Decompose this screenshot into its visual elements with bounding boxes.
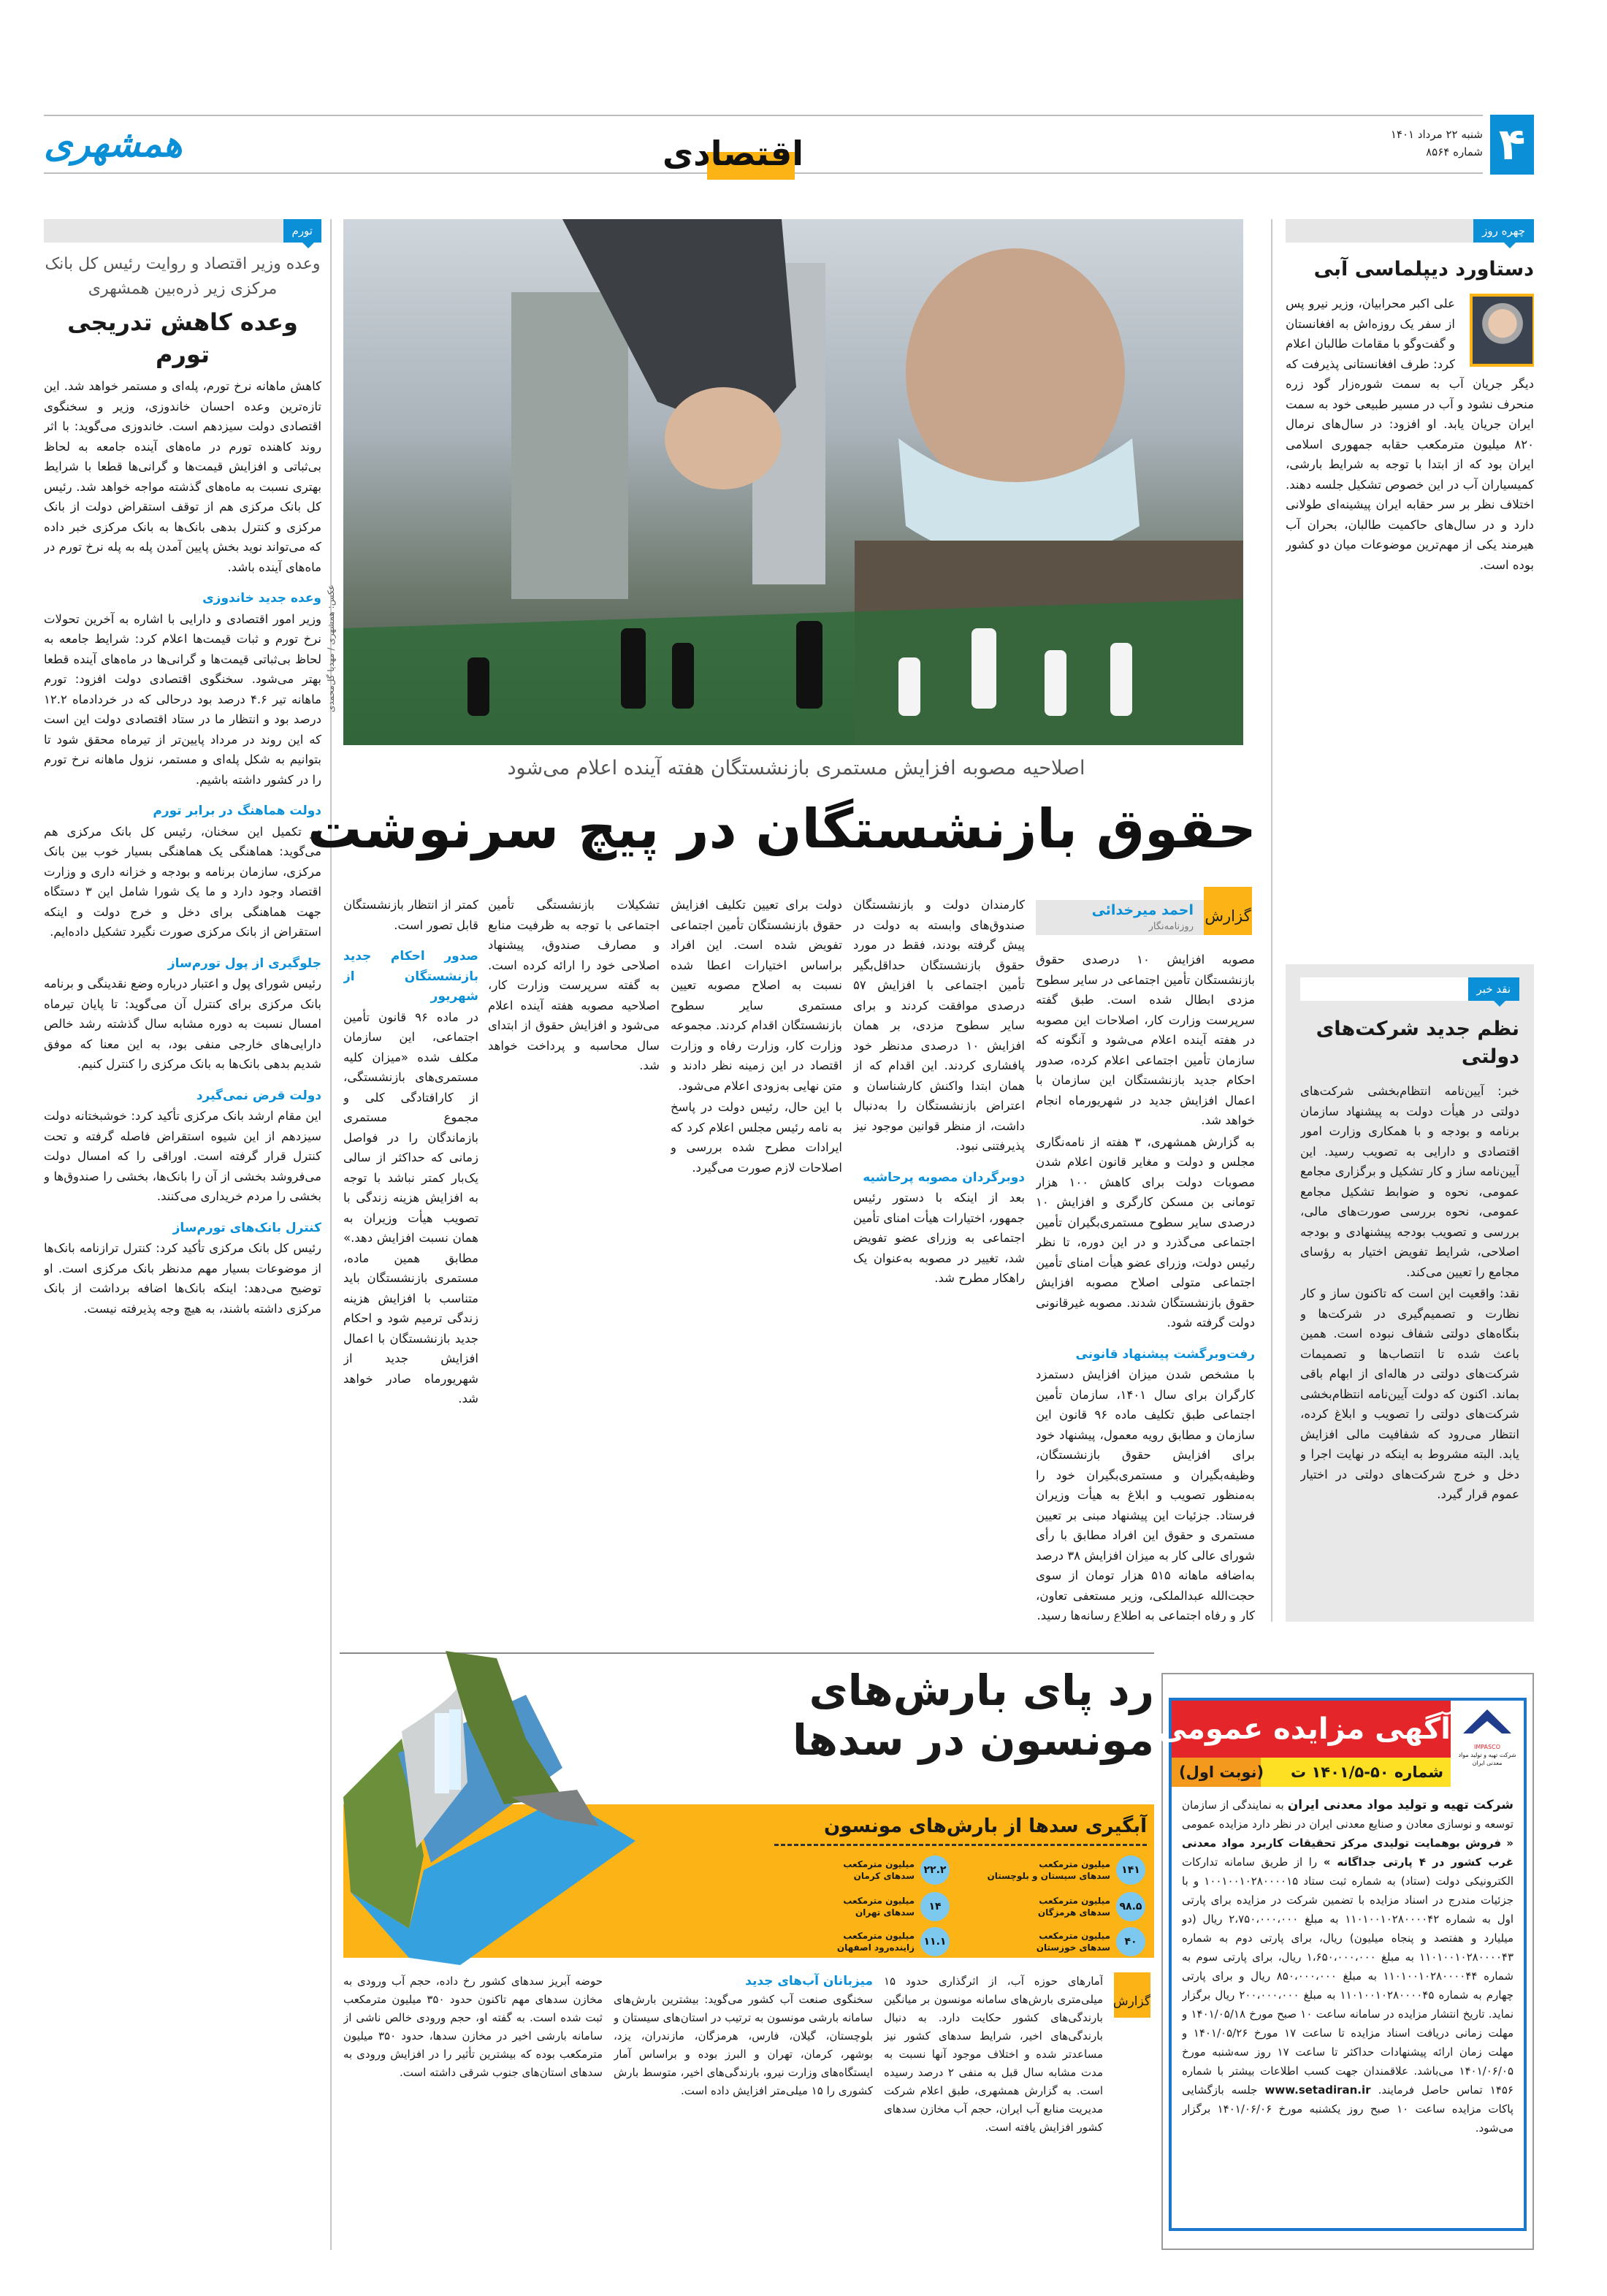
stat-value: ۲۲.۲	[920, 1856, 950, 1885]
left-article	[44, 252, 321, 2254]
portrait-photo	[1470, 294, 1534, 367]
paragraph: کاهش ماهانه نرخ تورم، پله‌ای و مستمر خواهد شد. این تازه‌ترین وعده احسان خاندوزی، وزیر و سخنگوی اقتصادی دولت سیزدهم است. خاندوزی می‌گوید: با اثر روند کاهنده تورم در ماه‌های آینده جامعه به لحاظ بی‌ثباتی و افزایش قیمت‌ها و گرانی‌ها قطعا با شرایط بهتری نسبت به ماه‌های گذشته مواجه خواهد شد. رئیس کل بانک مرکزی هم از توقف استقراض دولت از بانک مرکزی و کنترل بدهی بانک‌ها به بانک مرکزی خبر داده که می‌تواند نوید بخش پایین آمدن پله به پله نرخ تورم در ماه‌های آینده باشد.	[44, 379, 321, 574]
section-tag-critique: نقد خبر	[1468, 977, 1519, 1001]
infographic-title[interactable]: رد پای بارش‌های مونسون در سدها	[792, 1666, 1154, 1765]
main-column-2	[853, 895, 1025, 1622]
subheading: جلوگیری از پول تورم‌ساز	[167, 956, 321, 971]
ad-company: شرکت تهیه و تولید مواد معدنی ایران	[1287, 1798, 1514, 1812]
stat-value: ۴۰	[1116, 1927, 1145, 1956]
paragraph: با این حال، رئیس دولت در پاسخ به نامه رئیس مجلس اعلام کرد که ایرادات مطرح شده بررسی و اصلاحات لازم صورت می‌گیرد.	[671, 1100, 842, 1175]
stat-unit: میلیون مترمکعب	[843, 1896, 915, 1906]
stat-value: ۱۴۱	[1116, 1856, 1145, 1885]
subheading: کنترل بانک‌های تورم‌ساز	[172, 1220, 321, 1235]
main-photo[interactable]	[343, 219, 1243, 745]
ad-title: آگهی مزایده عمومی	[1172, 1701, 1451, 1758]
main-column-4	[488, 895, 660, 1622]
ad-website[interactable]: www.setadiran.ir	[1264, 2083, 1371, 2097]
issue-date: شنبه ۲۲ مرداد ۱۴۰۱	[1390, 128, 1483, 141]
section-tag-inflation: تورم	[283, 219, 321, 243]
critique-title[interactable]: نظم جدید شرکت‌های دولتی	[1316, 1018, 1519, 1068]
left-title[interactable]: وعده کاهش تدریجی تورم	[67, 308, 298, 368]
main-kicker: اصلاحیه مصوبه افزایش مستمری بازنشستگان هفته آینده اعلام می‌شود	[507, 757, 1085, 779]
byline-box	[1036, 900, 1252, 935]
author-name[interactable]: احمد میرخدائی	[1091, 902, 1194, 918]
issue-info	[1359, 126, 1483, 161]
right-tag-bar	[1286, 219, 1534, 243]
stat-value: ۱۴	[920, 1892, 950, 1921]
left-kicker: وعده وزیر اقتصاد و روایت رئیس کل بانک مرکزی زیر ذره‌بین همشهری	[45, 255, 321, 298]
paragraph: به گزارش همشهری، ۳ هفته از نامه‌نگاری مجلس و دولت و مغایر قانون اعلام شدن مصوبات دولت برای کاهش ۱۰۰ هزار تومانی بن مسکن کارگری و افزایش ۱۰ درصدی سایر سطوح مستمری‌بگیران تأمین اجتماعی می‌گذرد و در این دوره، تا نظر رئیس دولت، وزرای عضو هیأت امنای تأمین اجتماعی متولی اصلاح مصوبه افزایش حقوق بازنشستگان شدند. مصوبه غیرقانونی دولت گرفته شود.	[1036, 1134, 1255, 1330]
stat-tehran	[785, 1892, 950, 1921]
paragraph: کمتر از انتظار بازنشستگان قابل تصور است.	[343, 898, 478, 932]
ad-frame	[1157, 1698, 1527, 2231]
ad-number: شماره ۵۰-۱۴۰۱/۵ ت	[1291, 1763, 1443, 1781]
ad-text: جلسه بازگشایی پاکات مزایده ساعت ۱۰ صبح روز یکشنبه مورخ ۱۴۰۱/۰۶/۰۶ برگزار می‌شود.	[1182, 2083, 1514, 2135]
paragraph: این مقام ارشد بانک مرکزی تأکید کرد: خوشبختانه دولت سیزدهم از این شیوه استقراض فاصله گرفته و تحت کنترل قرار گرفته است. اوراقی را که امسال دولت می‌فروشد بخشی از آن را بانک‌ها، بخشی را صندوق‌ها و بخشی را مردم خریداری می‌کنند.	[44, 1109, 321, 1203]
paragraph: خبر: آیین‌نامه انتظام‌بخشی شرکت‌های دولتی در هیأت دولت به پیشنهاد سازمان برنامه و بودجه و با همکاری وزارت امور اقتصادی و دارایی به تصویب رسید. این آیین‌نامه ساز و کار تشکیل و برگزاری مجامع عمومی، نحوه و ضوابط تشکیل مجامع عمومی، نحوه بررسی صورت‌های مالی، بررسی و تصویب بودجه پیشنهادی و بودجه اصلاحی، شرایط تفویض اختیار به رؤسای مجامع را تعیین می‌کند.	[1300, 1084, 1519, 1279]
stat-unit: میلیون مترمکعب	[1039, 1931, 1110, 1941]
ad-text: را از طریق سامانه تدارکات الکترونیکی دولت (ستاد) به شماره ثبت ستاد ۱۰۰۱۰۰۱۰۲۸۰۰۰۰۱۵ و با جزئیات مندرج در اسناد مزایده با تضمین شرکت در مزایده برای پارتی اول به شماره ۱۱۰۱۰۰۱۰۲۸۰۰۰۰۴۲ به مبلغ ۲،۷۵۰،۰۰۰،۰۰۰ ریال (دو میلیارد و هفتصد و پنجاه میلیون) ریال، برای پارتی دوم به شماره ۱۱۰۱۰۰۱۰۲۸۰۰۰۰۴۳ به مبلغ ۱،۶۵۰،۰۰۰،۰۰۰ ریال، برای پارتی سوم به شماره ۱۱۰۱۰۰۱۰۲۸۰۰۰۰۴۴ به مبلغ ۸۵۰،۰۰۰،۰۰۰ ریال و برای پارتی چهارم به شماره ۱۱۰۱۰۰۱۰۲۸۰۰۰۰۴۵ به مبلغ ۲۰۰،۰۰۰،۰۰۰ ریال برگزار نماید. تاریخ انتشار مزایده در سامانه ساعت ۱۰ صبح مورخ ۱۴۰۱/۰۵/۱۸ و مهلت زمانی دریافت اسناد مزایده تا ساعت ۱۷ مورخ ۱۴۰۱/۰۵/۲۶ و مهلت زمان ارائه پیشنهادات حداکثر تا ساعت ۱۷ روز سه‌شنبه مورخ ۱۴۰۱/۰۶/۰۵ می‌باشد. علاقمندان جهت کسب اطلاعات بیشتر با شماره ۱۴۵۶ تماس حاصل فرمایند.	[1182, 1856, 1514, 2097]
stat-label: سدهای کرمان	[853, 1871, 915, 1881]
issue-number: شماره ۸۵۶۴	[1426, 145, 1483, 159]
chess-photo-illustration	[343, 219, 1243, 745]
stat-label: زاینده‌رود اصفهان	[836, 1942, 915, 1953]
column-divider	[1271, 219, 1272, 1622]
paragraph: رئیس کل بانک مرکزی تأکید کرد: کنترل ترازنامه بانک‌ها از موضوعات بسیار مهم مدنظر بانک مرکزی است. او توضیح می‌دهد: اینکه بانک‌ها اضافه برداشت از بانک مرکزی داشته باشند، به هیچ وجه پذیرفته نیست.	[44, 1241, 321, 1316]
critique-text	[1300, 1015, 1519, 1611]
paragraph: کارمندان دولت و بازنشستگان صندوق‌های وابسته به دولت در پیش گرفته بودند، فقط در مورد حقوق بازنشستگان حداقل‌بگیر تأمین اجتماعی با افزایش ۵۷ درصدی موافقت کردند و برای سایر سطوح مزدی، بر همان افزایش ۱۰ درصدی مدنظر خود پافشاری کردند. این اقدام که از همان ابتدا واکنش کارشناسان و اعتراض بازنشستگان را به‌دنبال داشت، از منظر قوانین موجود نیز پذیرفتنی نبود.	[853, 898, 1025, 1153]
stat-value: ۹۸.۵	[1116, 1892, 1145, 1921]
stat-label: سدهای تهران	[855, 1907, 915, 1918]
subheading: صدور احکام جدید بازنشستگان از شهریور	[343, 949, 478, 1004]
infographic-subtitle: آبگیری سدها از بارش‌های مونسون	[774, 1813, 1147, 1846]
face-article	[1286, 256, 1534, 931]
monsoon-infographic	[343, 1651, 1154, 1965]
section-name: اقتصادی	[662, 134, 804, 173]
stat-khuzestan	[981, 1927, 1145, 1956]
subheading: وعده جدید خاندوزی	[202, 591, 321, 606]
paragraph: سخنگوی صنعت آب کشور می‌گوید: بیشترین بارش‌های سامانه بارشی مونسون به ترتیب در استان‌های سیستان و بلوچستان، گیلان، فارس، هرمزگان، مازندران، یزد، بوشهر، کرمان، تهران و البرز بوده و براساس آمار ایستگاه‌های وزارت نیرو، بارندگی‌های اخیر، متوسط بارش کشوری را ۱۵ میلی‌متر افزایش داده است.	[614, 1993, 873, 2097]
stat-label: سدهای هرمزگان	[1037, 1907, 1110, 1918]
ad-subject: « فروش بوهمایت تولیدی مرکز تحقیقات کاربرد مواد معدنی غرب کشور در ۴ پارتی جداگانه »	[1182, 1837, 1514, 1869]
paragraph: رئیس شورای پول و اعتبار درباره وضع نقدینگی و برنامه بانک مرکزی برای کنترل آن می‌گوید: تا پایان تیرماه امسال نسبت به دوره مشابه سال گذشته رشد خالص دارایی‌های خارجی منفی بود، به این معنا که موفق شدیم بدهی بانک‌ها به بانک مرکزی را کنترل کنیم.	[44, 977, 321, 1071]
paragraph: تشکیلات بازنشستگی تأمین اجتماعی با توجه به ظرفیت منابع و مصارف صندوق، پیشنهاد اصلاحی خود را ارائه کرده است. به گفته سرپرست وزارت کار، اصلاحیه مصوبه هفته آینده اعلام می‌شود و افزایش حقوق از ابتدای سال محاسبه و پرداخت خواهد شد.	[488, 898, 660, 1072]
impasco-logo-icon	[1462, 1708, 1513, 1740]
newspaper-logo[interactable]: همشهری	[44, 123, 183, 165]
ad-text: به نمایندگی از سازمان توسعه و نوسازی معادن و صنایع معدنی ایران در نظر دارد مزایده عمومی	[1182, 1799, 1514, 1831]
stat-sistan	[981, 1856, 1145, 1885]
main-headline[interactable]: حقوق بازنشستگان در پیچ سرنوشت	[308, 798, 1256, 861]
critique-box	[1286, 964, 1534, 1622]
face-title[interactable]: دستاورد دیپلماسی آبی	[1313, 258, 1534, 281]
bottom-column-2	[614, 1972, 873, 2250]
paragraph: علی اکبر محرابیان، وزیر نیرو پس از سفر یک روزه‌اش به افغانستان و گفت‌وگو با مقامات طالبان اعلام کرد: طرف افغانستانی پذیرفت که دیگر جریان آب به سمت شوره‌زار گود زره منحرف نشود و آب در مسیر طبیعی خود به سمت ایران جریان یابد. او افزود: در سال‌های نرمال ۸۲۰ میلیون مترمکعب حقابه جمهوری اسلامی ایران بود که از ابتدا با توجه به شرایط بارشی، کمیسیاران آب در این خصوص تشکیل جلسه دهند. اختلاف نظر بر سر حقابه ایران پیشینه‌ای طولانی دارد و در سال‌های حاکمیت طالبان، بحران آب هیرمند یکی از مهم‌ترین موضوعات میان دو کشور بوده است.	[1286, 297, 1534, 572]
stat-label: سدهای خوزستان	[1036, 1942, 1110, 1953]
ad-body	[1182, 1796, 1514, 2221]
bottom-column-1	[884, 1972, 1103, 2250]
bottom-column-3	[343, 1972, 603, 2250]
main-column-5	[343, 895, 478, 1622]
report-label: گزارش	[1204, 887, 1252, 935]
left-tag-bar	[44, 219, 321, 243]
logo-text: IMPASCO	[1473, 1744, 1500, 1750]
section-logo	[662, 124, 804, 183]
dam-illustration	[343, 1651, 723, 1965]
paragraph: در ماده ۹۶ قانون تأمین اجتماعی، این سازمان مکلف شده «میزان کلیه مستمری‌های بازنشستگی، از کارافتادگی کلی و مجموع مستمری بازماندگان را در فواصل زمانی که حداکثر از سالی یک‌بار کمتر نباشد با توجه به افزایش هزینه زندگی با تصویب هیأت وزیران به همان نسبت افزایش دهد.» مطابق همین ماده، مستمری بازنشستگان باید متناسب با افزایش هزینه زندگی ترمیم شود و احکام جدید بازنشستگان با اعمال افزایش جدید از شهریورماه صادر خواهد شد.	[343, 1010, 478, 1406]
stat-unit: میلیون مترمکعب	[1039, 1896, 1110, 1906]
critique-tag-bar	[1300, 977, 1519, 1001]
stat-label: سدهای سیستان و بلوچستان	[987, 1871, 1110, 1881]
paragraph: حوضه آبریز سدهای کشور رخ داده، حجم آب ورودی به مخازن سدهای مهم تاکنون حدود ۳۵۰ میلیون مترمکعب ثبت شده است. به گفته او، حجم ورودی خالص ناشی از سامانه بارشی اخیر در مخازن سدها، حدود ۳۵۰ میلیون مترمکعب بوده که بیشترین تأثیر را در افزایش ورودی به سدهای استان‌های جنوب شرقی داشته است.	[343, 1975, 603, 2079]
paragraph: با مشخص شدن میزان افزایش دستمزد کارگران برای سال ۱۴۰۱، سازمان تأمین اجتماعی طبق تکلیف ماده ۹۶ قانون این سازمان و مطابق رویه معمول، پیشنهاد خود برای افزایش حقوق بازنشستگان، وظیفه‌بگیران و مستمری‌بگیران خود را به‌منظور تصویب و ابلاغ به هیأت وزیران فرستاد. جزئیات این پیشنهاد مبنی بر تعیین مستمری و حقوق این افراد مطابق با رأی شورای عالی کار به میزان افزایش ۳۸ درصد به‌اضافه ماهانه ۵۱۵ هزار تومان از سوی حجت‌الله عبدالملکی، وزیر مستعفی تعاون، کار و رفاه اجتماعی به اطلاع رسانه‌ها رسید.	[1036, 1368, 1255, 1622]
portrait-spacer	[1455, 294, 1534, 373]
ad-round: (نوبت اول)	[1179, 1763, 1264, 1781]
subheading: دوبرگردان مصوبه پرحاشیه	[863, 1170, 1025, 1185]
paragraph: دولت برای تعیین تکلیف افزایش حقوق بازنشستگان تأمین اجتماعی تفویض شده است. این افراد براساس اختیارات اعطا شده نسبت به اصلاح مصوبه تعیین مستمری سایر سطوح بازنشستگان اقدام کردند. مجموعه وزارت کار، وزارت رفاه و وزارت اقتصاد در این زمینه نظر دادند و متن نهایی به‌زودی اعلام می‌شود.	[671, 898, 842, 1093]
stat-unit: میلیون مترمکعب	[843, 1859, 915, 1869]
subheading: دولت قرض نمی‌گیرد	[196, 1088, 321, 1103]
stat-isfahan	[785, 1927, 950, 1956]
main-column-3	[671, 895, 842, 1622]
subheading: رفت‌وبرگشت پیشنهاد قانونی	[1075, 1346, 1255, 1362]
paragraph: مصوبه افزایش ۱۰ درصدی حقوق بازنشستگان تأمین اجتماعی در سایر سطوح مزدی ابطال شده است. طبق گفته سرپرست وزارت کار، اصلاحات این مصوبه در هفته آینده اعلام می‌شود و آنگونه که سازمان تأمین اجتماعی اعلام کرده، صدور احکام جدید بازنشستگان این سازمان با اعمال افزایش جدید در شهریورماه انجام خواهد شد.	[1036, 953, 1255, 1127]
paragraph: وزیر امور اقتصادی و دارایی با اشاره به آخرین تحولات نرخ تورم و ثبات قیمت‌ها اعلام کرد: شرایط جامعه به لحاظ بی‌ثباتی قیمت‌ها و گرانی‌ها در ماه‌های آینده قطعا بهتر می‌شود. سخنگوی اقتصادی دولت افزود: تورم ماهانه تیر ۴.۶ درصد بود درحالی که در خردادماه ۱۲.۲ درصد بود و انتظار ما در ستاد اقتصادی دولت این است که این روند در مرداد پایین‌تر از تیرماه محقق شود تا بتوانیم به شکل پله‌ای و مستمر، نزول ماهانه نرخ تورم را در کشور داشته باشیم.	[44, 611, 321, 787]
stat-unit: میلیون مترمکعب	[843, 1931, 915, 1941]
ad-number-band	[1172, 1758, 1451, 1787]
paragraph: بعد از اینکه با دستور رئیس جمهور، اختیارات هیأت امنای تأمین اجتماعی به وزرای عضو تفویض شد، تغییر در مصوبه به‌عنوان یک راهکار مطرح شد.	[853, 1191, 1025, 1285]
photo-credit: عکس: همشهری / مهدیا گل‌محمدی	[326, 584, 336, 712]
stat-unit: میلیون مترمکعب	[1039, 1859, 1110, 1869]
stat-hormozgan	[981, 1892, 1145, 1921]
auction-ad[interactable]	[1157, 1673, 1534, 2250]
section-tag-face: چهره روز	[1473, 219, 1534, 243]
paragraph: آمارهای حوزه آب، از اثرگذاری حدود ۱۵ میلی‌متری بارش‌های سامانه مونسون بر میانگین بارندگی‌های کشور حکایت دارد. به دنبال بارندگی‌های اخیر، شرایط سدهای کشور نیز مساعدتر شده و اختلاف موجود آنها نسبت به مدت مشابه سال قبل به منفی ۲ درصد رسیده است. به گزارش همشهری، طبق اعلام شرکت مدیریت منابع آب ایران، حجم آب مخازن سدهای کشور افزایش یافته است.	[884, 1975, 1103, 2134]
author-role: روزنامه‌نگار	[1148, 921, 1194, 932]
logo-caption: شرکت تهیه و تولید مواد معدنی ایران	[1458, 1752, 1516, 1766]
stat-value: ۱۱.۱	[920, 1927, 950, 1956]
page-number: ۴	[1490, 115, 1534, 175]
subheading: میزبانان آب‌های جدید	[745, 1974, 873, 1988]
company-logo	[1451, 1701, 1524, 1787]
stat-kerman	[785, 1856, 950, 1885]
column-divider	[330, 219, 332, 2250]
main-column-1	[1036, 950, 1255, 1622]
header-top-rule	[44, 115, 1483, 116]
bottom-report-label: گزارش	[1114, 1972, 1150, 2018]
paragraph: نقد: واقعیت این است که تاکنون ساز و کار نظارت و تصمیم‌گیری در شرکت‌ها و بنگاه‌های دولتی شفاف نبوده است. همین باعث شده تا انتصاب‌ها و تصمیمات شرکت‌های دولتی در هاله‌ای از ابهام باقی بماند. اکنون که دولت آیین‌نامه انتظام‌بخشی شرکت‌های دولتی را تصویب و ابلاغ کرده، انتظار می‌رود که شفافیت مالی افزایش یابد. البته مشروط به اینکه در نهایت اجرا و دخل و خرج شرکت‌های دولتی در اختیار عموم قرار گیرد.	[1300, 1286, 1519, 1501]
subheading: دولت هماهنگ در برابر تورم	[153, 804, 321, 818]
paragraph: در تکمیل این سخنان، رئیس کل بانک مرکزی هم می‌گوید: هماهنگی یک هماهنگی بسیار خوب بین بانک مرکزی، سازمان برنامه و بودجه و خزانه داری و وزارت اقتصاد وجود دارد و ما یک شورا شامل این ۳ دستگاه جهت هماهنگی برای دخل و خرج دولت و اینکه استقراض از بانک مرکزی صورت نگیرد تشکیل داده‌ایم.	[44, 824, 321, 939]
